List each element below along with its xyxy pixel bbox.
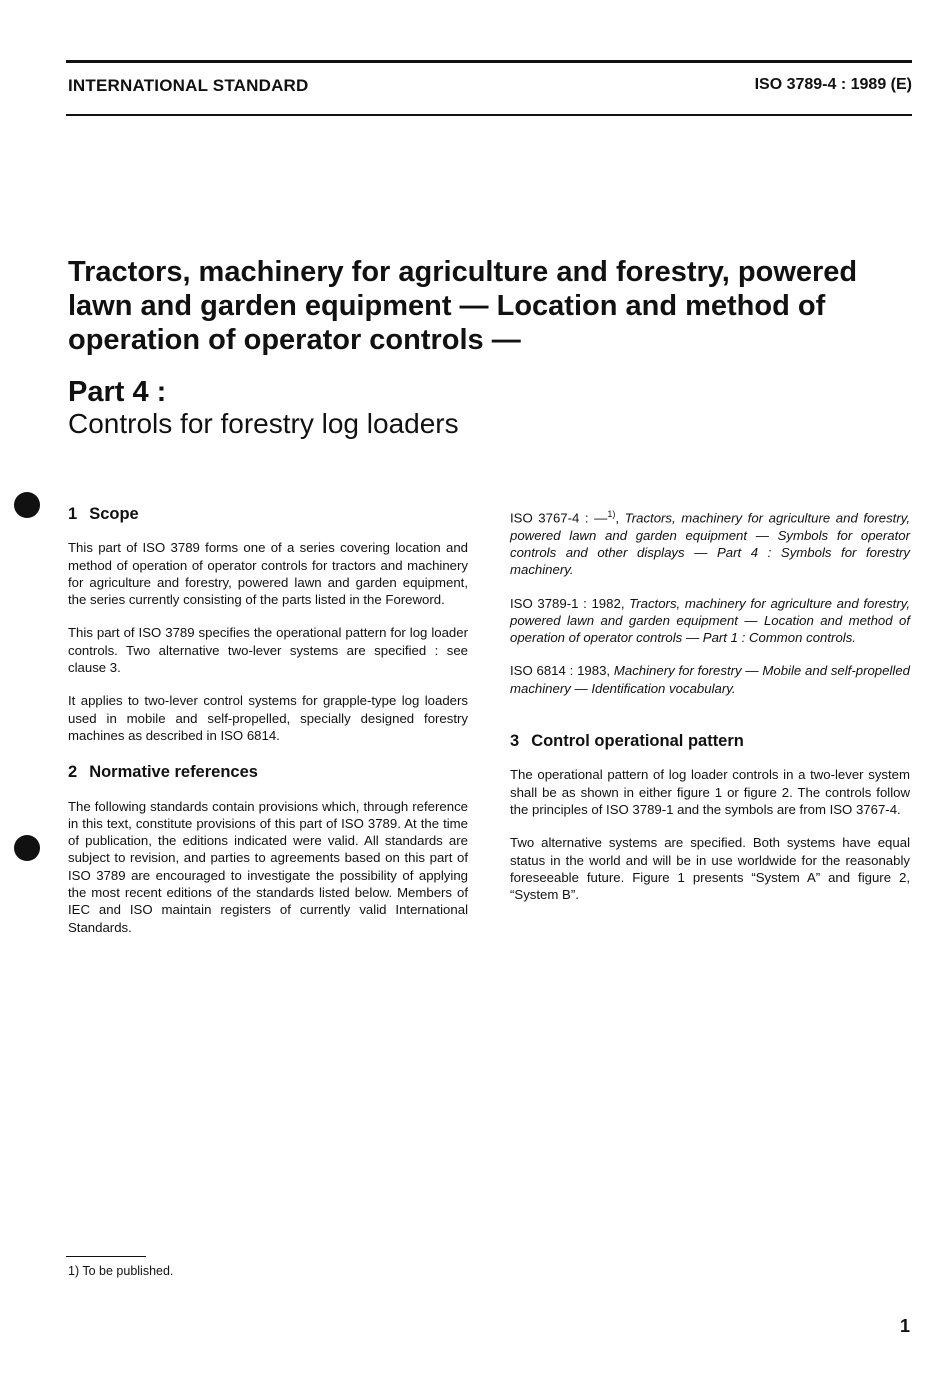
section-number: 1 bbox=[68, 505, 78, 523]
reference-title: Tractors, machinery for agriculture and forestry, powered lawn and garden equipment — Symbols for operator controls and other displays — Part 4 : Symbols for forestry machinery. bbox=[510, 510, 911, 578]
part-subtitle: Controls for forestry log loaders bbox=[68, 408, 459, 439]
scope-paragraph: This part of ISO 3789 specifies the operational pattern for log loader controls. Two alternative two-lever systems are specified : see clause 3. bbox=[68, 625, 468, 676]
reference-entry bbox=[510, 662, 910, 697]
reference-separator: , bbox=[606, 663, 614, 679]
right-column bbox=[510, 506, 910, 919]
document-title: Tractors, machinery for agriculture and forestry, powered lawn and garden equipment — Location and method of operation of operator controls — bbox=[68, 256, 858, 356]
footnote: 1) To be published. bbox=[68, 1264, 174, 1278]
reference-id: ISO 3789-1 : 1982 bbox=[510, 595, 621, 611]
section-title: Control operational pattern bbox=[531, 732, 744, 751]
reference-separator: , bbox=[620, 595, 630, 611]
section-title: Normative references bbox=[89, 763, 258, 782]
footnote-marker: 1) bbox=[607, 509, 616, 519]
part-label: Part 4 : bbox=[68, 376, 167, 408]
normative-paragraph: The following standards contain provisions which, through reference in this text, constitute provisions of this part of ISO 3789. At the time of publication, the editions indicated were valid. All standards are subject to revision, and parties to agreements based on this part of ISO 3789 are encouraged to investigate the possibility of applying the most recent editions of the standards listed below. Members of IEC and ISO maintain registers of currently valid International Standards. bbox=[68, 798, 468, 935]
document-type: INTERNATIONAL STANDARD bbox=[68, 76, 309, 95]
control-paragraph: Two alternative systems are specified. Both systems have equal status in the world and will be in use worldwide for the reasonably foreseeable future. Figure 1 presents “System A” and figure 2, “System B”. bbox=[510, 835, 910, 903]
header-rule-top bbox=[66, 60, 912, 63]
control-paragraph: The operational pattern of log loader controls in a two-lever system shall be as shown in either figure 1 or figure 2. The controls follow the principles of ISO 3789-1 and the symbols are from ISO 3767-4. bbox=[510, 767, 910, 817]
section-title: Scope bbox=[89, 505, 139, 523]
reference-title: Machinery for forestry — Mobile and self-propelled machinery — Identification vocabulary. bbox=[510, 663, 910, 696]
scope-paragraph: It applies to two-lever control systems for grapple-type log loaders used in mobile and self-propelled, specially designed forestry machines as described in ISO 6814. bbox=[68, 693, 468, 743]
reference-separator: , bbox=[615, 510, 625, 526]
section-heading-scope bbox=[68, 506, 468, 523]
left-column bbox=[68, 506, 468, 952]
page-number: 1 bbox=[899, 1316, 910, 1336]
margin-bullet-mark bbox=[14, 835, 40, 861]
section-heading-normative-references bbox=[68, 764, 468, 781]
reference-id: ISO 3767-4 : — bbox=[510, 510, 608, 526]
standard-number: ISO 3789-4 : 1989 (E) bbox=[754, 76, 912, 93]
footnote-rule bbox=[66, 1256, 146, 1257]
reference-id: ISO 6814 : 1983 bbox=[510, 663, 607, 679]
section-number: 2 bbox=[68, 763, 78, 782]
scope-paragraph: This part of ISO 3789 forms one of a series covering location and method of operation of operator controls for tractors and machinery for agriculture and forestry, powered lawn and garden equipment, the series currently consisting of the parts listed in the Foreword. bbox=[68, 540, 468, 608]
header-rule-bottom bbox=[66, 114, 912, 116]
section-heading-control-pattern bbox=[510, 733, 910, 750]
reference-entry bbox=[510, 506, 910, 579]
margin-bullet-mark bbox=[14, 492, 40, 518]
reference-entry bbox=[510, 595, 910, 647]
section-number: 3 bbox=[510, 732, 520, 751]
reference-title: Tractors, machinery for agriculture and forestry, powered lawn and garden equipment — Location and method of operation of operator controls — Part 1 : Common controls. bbox=[510, 595, 911, 646]
